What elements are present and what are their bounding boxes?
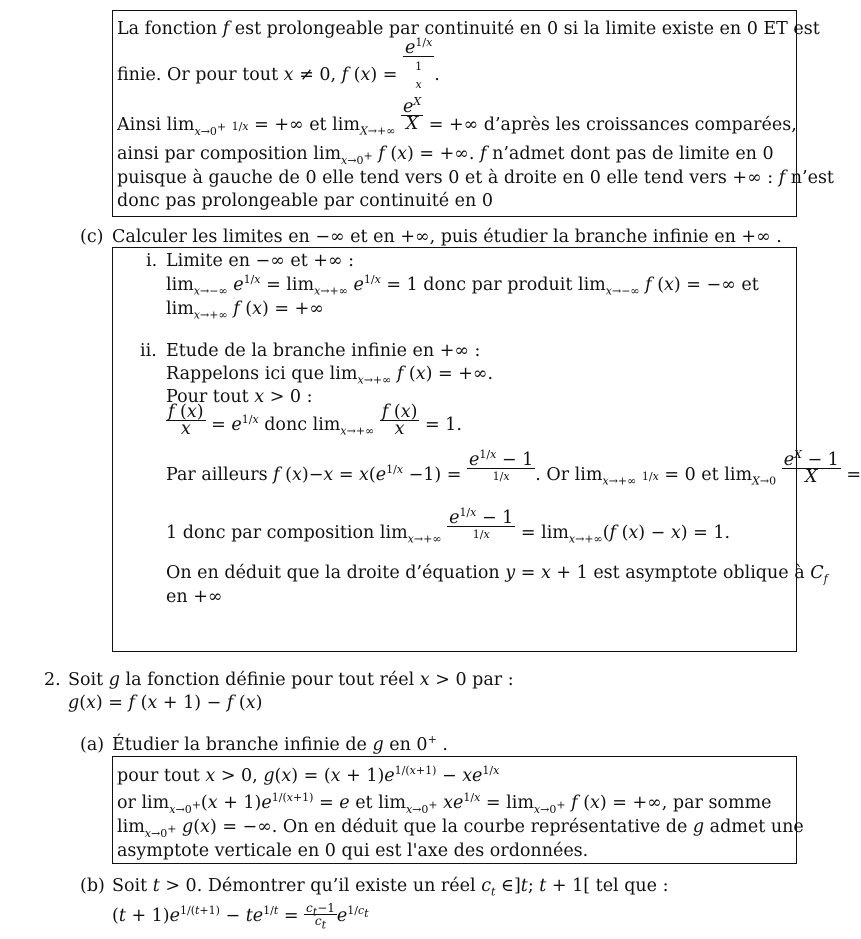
sub-i-title: Limite en −∞ et +∞ : [166, 251, 355, 271]
item-b-label: (b) [80, 876, 105, 896]
item-c-label: (c) [80, 227, 104, 247]
sub-ii-line-4: Par ailleurs f $(x)-x = x(e^{1/x} -1)$ = $e^{1/x} - 1$ 1/x . Or $\lim_{x\to+\infty} 1/x = 0$ et $\lim_{X\to 0}$ $\frac{e^X - 1}{X}$ = [166, 448, 861, 488]
item-c-text: Calculer les limites en −∞ et en +∞, puis étudier la branche infinie en +∞ . [112, 227, 782, 247]
item-2-label: 2. [44, 670, 61, 690]
item-a-text: Étudier la branche infinie de g en 0+ . [112, 733, 448, 755]
sub-ii-label: ii. [140, 341, 157, 361]
sub-i-label: i. [146, 251, 158, 271]
sub-ii-line-5: 1 donc par composition $\lim_{x\to+\infty}$ $e^{1/x} - 1$ 1/x = $\lim_{x\to+\infty}(f$ (x) − x) = 1. [166, 506, 731, 546]
sub-i-line-1: $\lim_{x\to-\infty} e^{1/x} = \lim_{x\to+\infty} e^{1/x} = 1$ donc par produit $\lim_{x\to-\infty} f$ (x) = −∞ et [166, 273, 759, 298]
box1-line-3: Ainsi $\lim_{x\to 0^+} 1/x$ = +∞ et $\lim_{X\to+\infty}$ $\frac{e^X}{X}$ = +∞ d’après les croissances comparées, [117, 95, 797, 138]
box1-line-4: ainsi par composition $\lim_{x\to 0^+} f$ (x) = +∞. f n’admet dont pas de limite en 0 [117, 144, 774, 167]
sub-ii-line-3: $\frac{f (x)}{x}$ = $e^{1/x}$ donc $\lim_{x\to+\infty}$ $\frac{f (x)}{x}$ = 1. [168, 402, 462, 439]
item-b-line-1: Soit t > 0. Démontrer qu’il existe un réel $c_t$ ∈]t; t + 1[ tel que : [112, 876, 669, 899]
item-b-line-2: $(t + 1)e^{1/(t+1)} - te^{1/t}$ = $\frac{c_t-1}{c_t}$ $e^{1/c_t}$ [112, 901, 369, 932]
box3-line-2: or $\lim_{x\to 0^+}(x + 1)e^{1/(x+1)} = e$ et $\lim_{x\to 0^+} xe^{1/x} = \lim_{x\to 0^+} f$ (x) = +∞, par somme [117, 791, 772, 816]
box3-line-3: $\lim_{x\to 0^+} g(x)$ = −∞. On en déduit que la courbe représentative de g admet une [117, 817, 804, 840]
item-a-label: (a) [80, 735, 105, 755]
sub-i-line-2: $\lim_{x\to+\infty} f$ (x) = +∞ [166, 299, 324, 322]
box1-line-2: finie. Or pour tout x ≠ 0, f (x) = $e^{1/x}$ 1 x . [117, 36, 440, 91]
box1-line-5: puisque à gauche de 0 elle tend vers 0 et à droite en 0 elle tend vers +∞ : f n’est [117, 168, 834, 188]
sub-ii-line-7: en +∞ [166, 587, 223, 607]
sub-ii-line-6: On en déduit que la droite d’équation y = x + 1 est asymptote oblique à $C_f$ [166, 563, 828, 586]
item-2-line-2: g(x) = f (x + 1) − f (x) [68, 693, 263, 713]
sub-ii-line-1: Rappelons ici que $\lim_{x\to+\infty} f$ (x) = +∞. [166, 364, 494, 387]
box3-line-1: pour tout x > 0, $g(x) = (x + 1)e^{1/(x+1)} - xe^{1/x}$ [117, 764, 500, 786]
box1-line-6: donc pas prolongeable par continuité en 0 [117, 191, 493, 211]
sub-ii-line-2: Pour tout x > 0 : [166, 387, 313, 407]
sub-ii-title: Etude de la branche infinie en +∞ : [166, 341, 481, 361]
item-2-line-1: Soit g la fonction définie pour tout réel x > 0 par : [68, 670, 514, 690]
box1-line-1: La fonction f est prolongeable par continuité en 0 si la limite existe en 0 ET est [117, 19, 820, 39]
box3-line-4: asymptote verticale en 0 qui est l'axe des ordonnées. [117, 841, 589, 861]
